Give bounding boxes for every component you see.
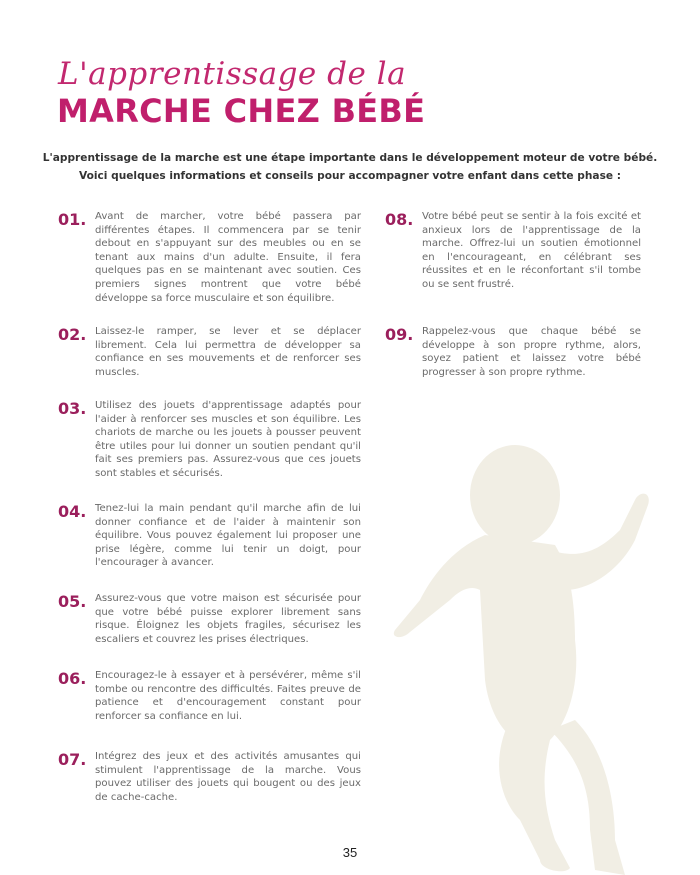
- item-number: 03.: [58, 399, 87, 418]
- main-title: MARCHE CHEZ BÉBÉ: [57, 92, 426, 130]
- item-text: Rappelez-vous que chaque bébé se développe à son propre rythme, alors, soyez patient et laissez votre bébé progresser à son propre rythme.: [422, 326, 641, 378]
- item-number: 09.: [385, 325, 414, 344]
- item-number: 05.: [58, 592, 87, 611]
- script-title: L'apprentissage de la: [58, 56, 407, 92]
- item-number: 04.: [58, 502, 87, 521]
- intro-line-1: L'apprentissage de la marche est une étape importante dans le développement moteur de votre bébé.: [42, 152, 658, 164]
- item-text: Assurez-vous que votre maison est sécurisée pour que votre bébé puisse explorer librement sans risque. Éloignez les objets fragiles, sécurisez les escaliers et couvrez les prises électriques.: [95, 593, 361, 645]
- baby-silhouette-illustration: [390, 440, 690, 875]
- item-number: 07.: [58, 750, 87, 769]
- item-number: 08.: [385, 210, 414, 229]
- page-number: 35: [342, 845, 358, 860]
- item-text: Laissez-le ramper, se lever et se déplacer librement. Cela lui permettra de développer sa confiance en ses mouvements et de renforcer ses muscles.: [95, 326, 361, 378]
- item-text: Avant de marcher, votre bébé passera par différentes étapes. Il commencera par se tenir debout en s'appuyant sur des meubles ou en se tenant aux mains d'un adulte. Ensuite, il fera quelques pas en se maintenant avec soutien. Ces premiers signes montrent que votre bébé développe sa force musculaire et son équilibre.: [95, 211, 361, 304]
- item-text: Tenez-lui la main pendant qu'il marche afin de lui donner confiance et de l'aider à maintenir son équilibre. Vous pouvez également lui proposer une prise légère, comme lui tenir un doigt, pour l'encourager à avancer.: [95, 503, 361, 569]
- item-text: Intégrez des jeux et des activités amusantes qui stimulent l'apprentissage de la marche. Vous pouvez utiliser des jouets qui bougent ou des jeux de cache-cache.: [95, 751, 361, 803]
- item-number: 01.: [58, 210, 87, 229]
- item-number: 06.: [58, 669, 87, 688]
- item-text: Encouragez-le à essayer et à persévérer, même s'il tombe ou rencontre des difficultés. Faites preuve de patience et d'encouragement constant pour renforcer sa confiance en lui.: [95, 670, 361, 722]
- item-text: Votre bébé peut se sentir à la fois excité et anxieux lors de l'apprentissage de la marche. Offrez-lui un soutien émotionnel en l'encourageant, en célébrant ses réussites et en le réconfortant s'il tombe ou se sent frustré.: [422, 211, 641, 290]
- item-text: Utilisez des jouets d'apprentissage adaptés pour l'aider à renforcer ses muscles et son équilibre. Les chariots de marche ou les jouets à pousser peuvent être utiles pour lui donner un soutien pendant qu'il fait ses premiers pas. Assurez-vous que ces jouets sont stables et sécurisés.: [95, 400, 361, 479]
- item-number: 02.: [58, 325, 87, 344]
- intro-line-2: Voici quelques informations et conseils pour accompagner votre enfant dans cette phase :: [79, 170, 621, 182]
